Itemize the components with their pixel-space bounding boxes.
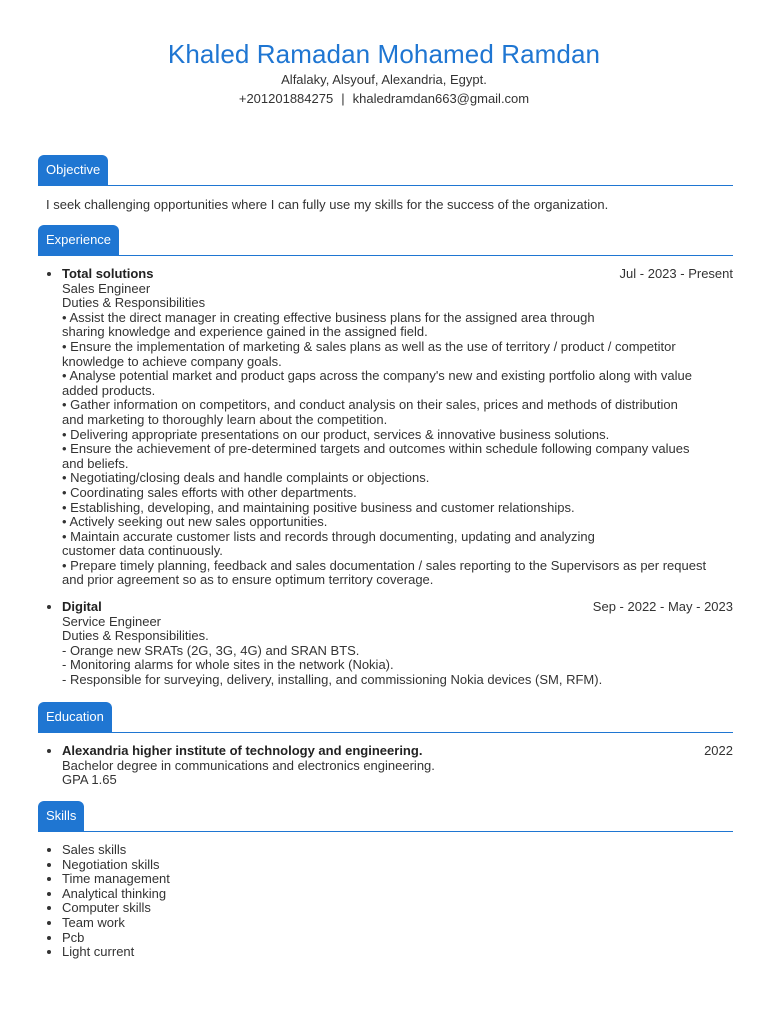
education-line: GPA 1.65 — [62, 772, 117, 788]
experience-entry — [62, 600, 733, 688]
job-line: and marketing to thoroughly learn about the competition. — [62, 411, 388, 427]
skill-item: Team work — [62, 916, 170, 931]
skill-item: Light current — [62, 945, 170, 960]
job-line: added products. — [62, 382, 156, 398]
graduation-year: 2022 — [704, 743, 733, 758]
candidate-name: Khaled Ramadan Mohamed Ramdan — [167, 39, 601, 69]
job-line: • Maintain accurate customer lists and records through documenting, updating and analyzing — [62, 528, 595, 544]
job-line: • Gather information on competitors, and conduct analysis on their sales, prices and methods of distribution — [62, 397, 678, 413]
skill-item: Pcb — [62, 931, 170, 946]
skill-item: Negotiation skills — [62, 858, 170, 873]
job-line: • Establishing, developing, and maintaining positive business and customer relationships. — [62, 499, 575, 515]
school-name: Alexandria higher institute of technology and engineering. — [62, 743, 423, 758]
job-line: - Orange new SRATs (2G, 3G, 4G) and SRAN BTS. — [62, 642, 360, 658]
resume-header — [0, 38, 768, 108]
job-line: - Responsible for surveying, delivery, installing, and commissioning Nokia devices (SM, RFM). — [62, 671, 603, 687]
job-line: Service Engineer — [62, 613, 161, 629]
skills-heading: Skills — [38, 801, 84, 831]
objective-text: I seek challenging opportunities where I can fully use my skills for the success of the organization. — [46, 197, 609, 212]
phone-number: +201201884275 — [238, 91, 334, 106]
job-line: • Delivering appropriate presentations on our product, services & innovative business solutions. — [62, 426, 610, 442]
job-line: Duties & Responsibilities — [62, 295, 206, 311]
job-line: Duties & Responsibilities. — [62, 628, 209, 644]
education-entry — [62, 744, 733, 788]
job-line: Sales Engineer — [62, 280, 151, 296]
experience-section-header — [38, 225, 733, 256]
education-section-header — [38, 702, 733, 733]
company-name: Digital — [62, 599, 102, 614]
experience-entry — [62, 267, 733, 588]
objective-section-header — [38, 155, 733, 186]
employment-dates: Sep - 2022 - May - 2023 — [592, 599, 733, 614]
job-line: • Coordinating sales efforts with other departments. — [62, 484, 357, 500]
job-line: • Analyse potential market and product gaps across the company's new and existing portfolio along with value — [62, 368, 692, 384]
job-line: • Ensure the implementation of marketing & sales plans as well as the use of territory / product / competitor — [62, 338, 676, 354]
job-line: • Ensure the achievement of pre-determined targets and outcomes within schedule following company values — [62, 441, 690, 457]
skill-item: Analytical thinking — [62, 887, 170, 902]
skills-section-header — [38, 801, 733, 832]
experience-heading: Experience — [38, 225, 119, 255]
skills-list — [62, 843, 170, 960]
objective-heading: Objective — [38, 155, 108, 185]
contact-line — [0, 89, 768, 108]
job-line: and prior agreement so as to ensure optimum territory coverage. — [62, 572, 434, 588]
job-line: • Actively seeking out new sales opportunities. — [62, 514, 328, 530]
job-line: • Assist the direct manager in creating effective business plans for the assigned area through — [62, 309, 595, 325]
job-line: • Negotiating/closing deals and handle complaints or objections. — [62, 470, 430, 486]
skill-item: Sales skills — [62, 843, 170, 858]
job-line: • Prepare timely planning, feedback and sales documentation / sales reporting to the Supervisors as per request — [62, 557, 707, 573]
contact-separator: | — [341, 91, 345, 106]
education-line: Bachelor degree in communications and electronics engineering. — [62, 757, 435, 773]
job-line: - Monitoring alarms for whole sites in the network (Nokia). — [62, 657, 394, 673]
job-line: knowledge to achieve company goals. — [62, 353, 282, 369]
education-heading: Education — [38, 702, 112, 732]
company-name: Total solutions — [62, 266, 154, 281]
job-line: customer data continuously. — [62, 543, 223, 559]
email-address: khaledramdan663@gmail.com — [352, 91, 530, 106]
employment-dates: Jul - 2023 - Present — [619, 266, 733, 281]
skill-item: Time management — [62, 871, 170, 887]
job-line: sharing knowledge and experience gained in the assigned field. — [62, 324, 428, 340]
address: Alfalaky, Alsyouf, Alexandria, Egypt. — [281, 72, 487, 87]
skill-item: Computer skills — [62, 901, 170, 916]
job-line: and beliefs. — [62, 455, 129, 471]
